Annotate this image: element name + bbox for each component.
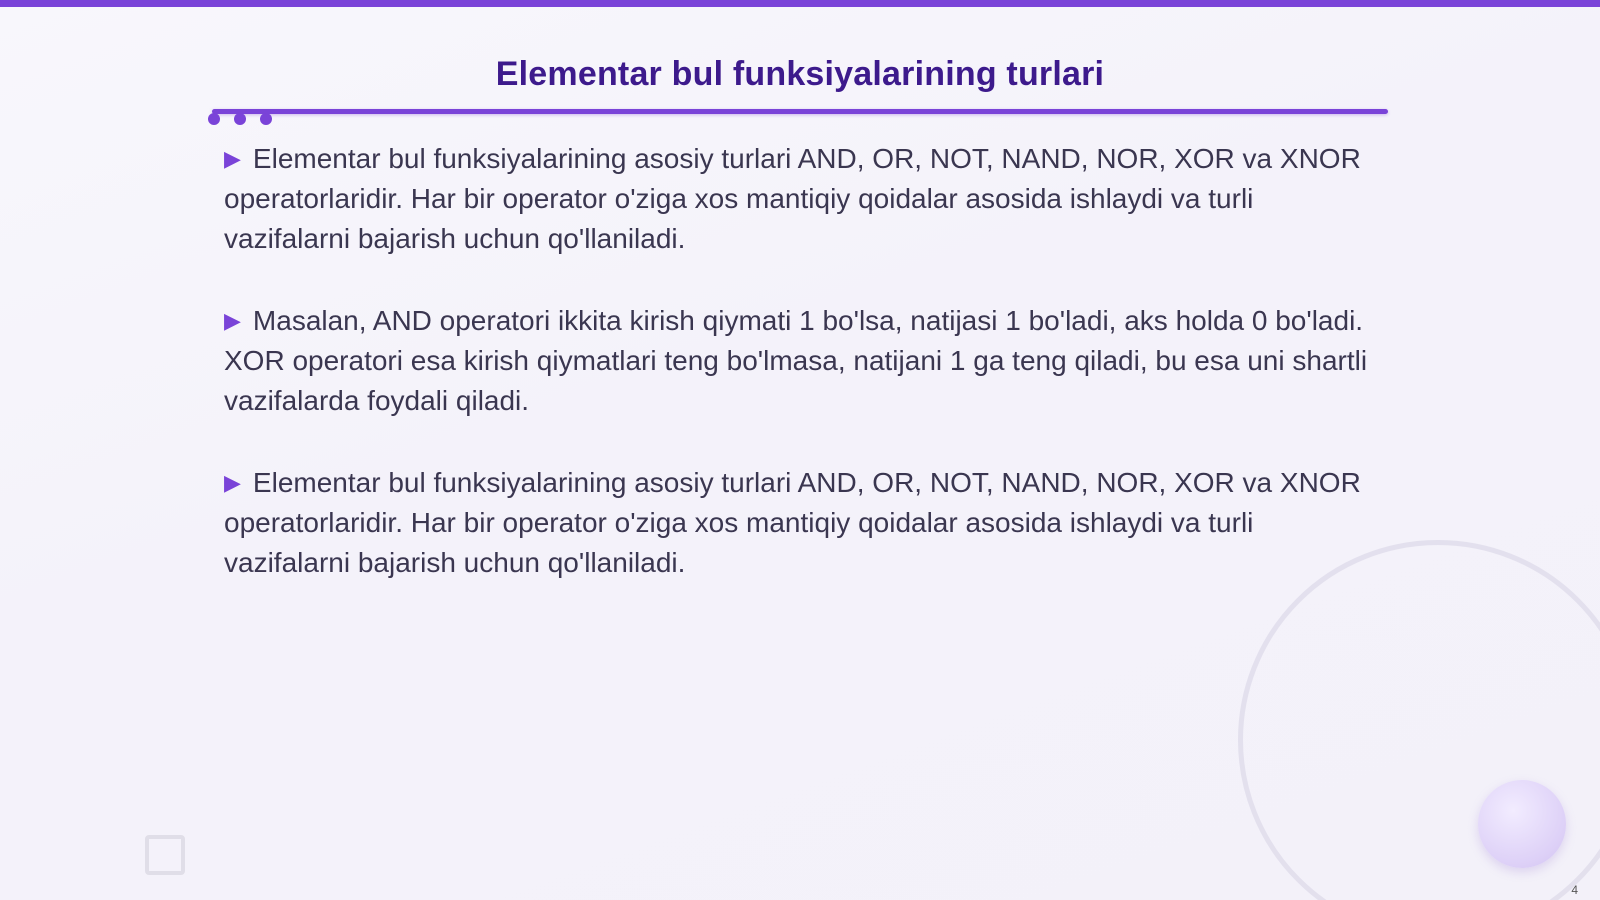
- bullet-list: [224, 139, 1374, 625]
- decorative-square-outline: [145, 835, 185, 875]
- decorative-dot: [260, 113, 272, 125]
- bullet-text: Masalan, AND operatori ikkita kirish qiymati 1 bo'lsa, natijasi 1 bo'ladi, aks holda 0 bo'ladi. XOR operatori esa kirish qiymatlari teng bo'lmasa, natijani 1 ga teng qiladi, bu esa uni shartli vazifalarda foydali qiladi.: [224, 305, 1368, 416]
- bullet-arrow-icon: ▶: [224, 308, 241, 333]
- top-accent-bar: [0, 0, 1600, 7]
- bullet-paragraph: [224, 463, 1374, 583]
- slide-title: Elementar bul funksiyalarining turlari: [495, 55, 1105, 93]
- bullet-paragraph: [224, 301, 1374, 421]
- bullet-text: Elementar bul funksiyalarining asosiy turlari AND, OR, NOT, NAND, NOR, XOR va XNOR operatorlaridir. Har bir operator o'ziga xos mantiqiy qoidalar asosida ishlaydi va turli vazifalarni bajarish uchun qo'llaniladi.: [224, 143, 1361, 254]
- bullet-arrow-icon: ▶: [224, 470, 241, 495]
- decorative-dot: [208, 113, 220, 125]
- decorative-dot: [234, 113, 246, 125]
- bullet-paragraph: [224, 139, 1374, 259]
- bullet-arrow-icon: ▶: [224, 146, 241, 171]
- bullet-text: Elementar bul funksiyalarining asosiy turlari AND, OR, NOT, NAND, NOR, XOR va XNOR operatorlaridir. Har bir operator o'ziga xos mantiqiy qoidalar asosida ishlaydi va turli vazifalarni bajarish uchun qo'llaniladi.: [224, 467, 1361, 578]
- title-underline: [212, 109, 1388, 114]
- decorative-circle-filled: [1478, 780, 1566, 868]
- page-number: 4: [1571, 883, 1578, 897]
